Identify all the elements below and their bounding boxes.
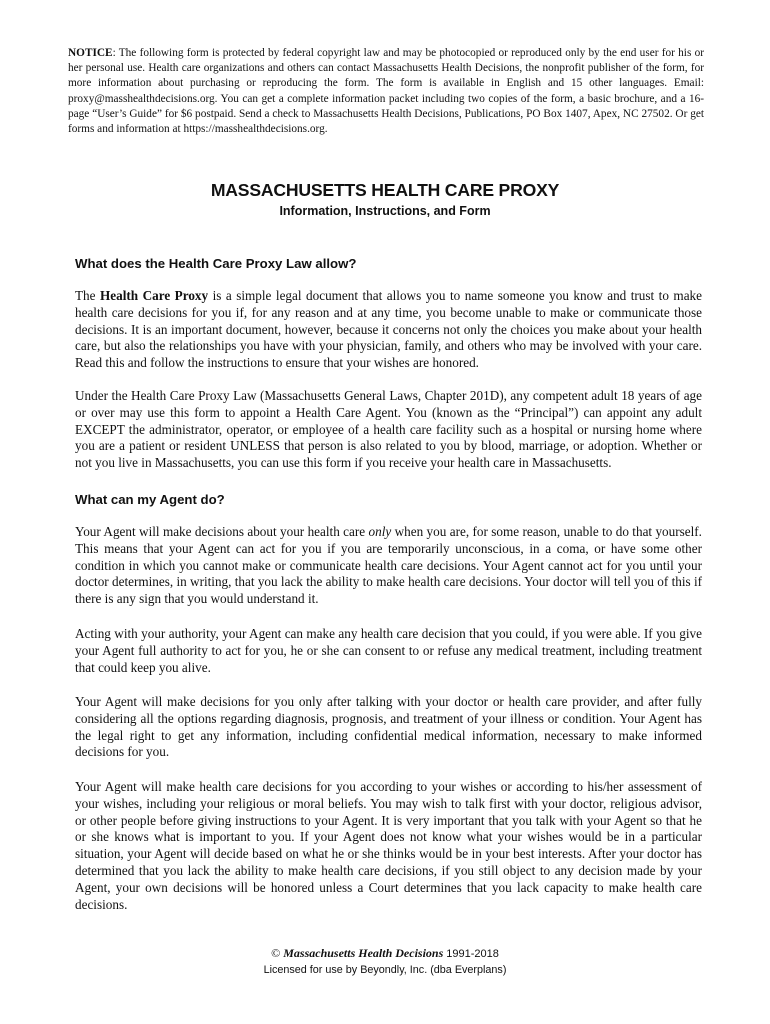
- notice-lead: NOTICE: [68, 47, 113, 59]
- footer-years: 1991-2018: [446, 948, 499, 960]
- paragraph-health-care-proxy: [75, 288, 702, 372]
- section-heading-agent: What can my Agent do?: [75, 492, 225, 507]
- paragraph-text: is a simple legal document that allows you to name someone you know and trust to make health care decisions for you if, for any reason and at any time, you become unable to make or communicate those decisions. It is an important document, however, because it concerns not only the choices you make about your health care, but also the relationships you have with your physician, family, and others who may be involved with your care. Read this and follow the instructions to ensure that your wishes are honored.: [75, 288, 702, 371]
- document-subtitle: Information, Instructions, and Form: [279, 204, 491, 218]
- document-title: MASSACHUSETTS HEALTH CARE PROXY: [210, 180, 560, 200]
- paragraph-text: Your Agent will make decisions about your health care: [75, 524, 369, 539]
- paragraph-agent-decisions: [75, 524, 702, 608]
- footer-org: Massachusetts Health Decisions: [283, 946, 444, 960]
- footer-copyright: [0, 946, 770, 961]
- footer-license: Licensed for use by Beyondly, Inc. (dba Everplans): [263, 964, 507, 976]
- copyright-notice: [68, 46, 704, 137]
- paragraph-proxy-law: Under the Health Care Proxy Law (Massachusetts General Laws, Chapter 201D), any competent adult 18 years of age or over may use this form to appoint a Health Care Agent. You (known as the “Principal”) can appoint any adult EXCEPT the administrator, operator, or employee of a health care facility such as a hospital or nursing home where you are a patient or resident UNLESS that person is also related to you by blood, marriage, or adoption. Whether or not you live in Massachusetts, you can use this form if you receive your health care in Massachusetts.: [75, 388, 702, 471]
- notice-text: : The following form is protected by federal copyright law and may be photocopied or reproduced only by the end user for his or her personal use. Health care organizations and others can contact Massachusetts Health Decisions, the nonprofit publisher of the form, for more information about purchasing or reproducing the form. The form is available in English and 15 other languages. Email: proxy@masshealthdecisions.org. You can get a complete information packet including two copies of the form, a basic brochure, and a 16-page “User’s Guide” for $6 postpaid. Send a check to Massachusetts Health Decisions, Publications, PO Box 1407, Apex, NC 27502. Or get forms and information at https://masshealthdecisions.org.: [68, 47, 704, 136]
- section-heading-law: What does the Health Care Proxy Law allow?: [75, 256, 357, 271]
- paragraph-agent-authority: Acting with your authority, your Agent can make any health care decision that you could, if you were able. If you give your Agent full authority to act for you, he or she can consent to or refuse any medical treatment, including treatment that could keep you alive.: [75, 626, 702, 675]
- paragraph-text: when you are, for some reason, unable to do that yourself. This means that your Agent can act for you if you are temporarily unconscious, in a coma, or have some other condition in which you cannot make or communicate health care decisions. Your Agent cannot act for you until your doctor determines, in writing, that you lack the ability to make health care decisions. Your doctor will tell you of this if there is any sign that you would understand it.: [75, 524, 702, 607]
- paragraph-agent-consultation: Your Agent will make decisions for you only after talking with your doctor or health care provider, and after fully considering all the options regarding diagnosis, prognosis, and treatment of your illness or condition. Your Agent has the legal right to get any information, including confidential medical information, necessary to make informed decisions for you.: [75, 694, 702, 760]
- italic-term: only: [368, 524, 392, 539]
- paragraph-text: The: [75, 288, 100, 303]
- bold-term: Health Care Proxy: [100, 288, 209, 303]
- paragraph-agent-wishes: Your Agent will make health care decisions for you according to your wishes or according to his/her assessment of your wishes, including your religious or moral beliefs. You may wish to talk first with your doctor, religious advisor, or other people before giving instructions to your Agent. It is very important that you talk with your Agent so that he or she knows what is important to you. If your Agent does not know what your wishes would be in a particular situation, your Agent will decide based on what he or she thinks would be in your best interests. After your doctor has determined that you lack the ability to make health care decisions, if you still object to any decision made by your Agent, your own decisions will be honored unless a Court determines that you lack capacity to make health care decisions.: [75, 779, 702, 912]
- copyright-symbol: ©: [271, 946, 281, 960]
